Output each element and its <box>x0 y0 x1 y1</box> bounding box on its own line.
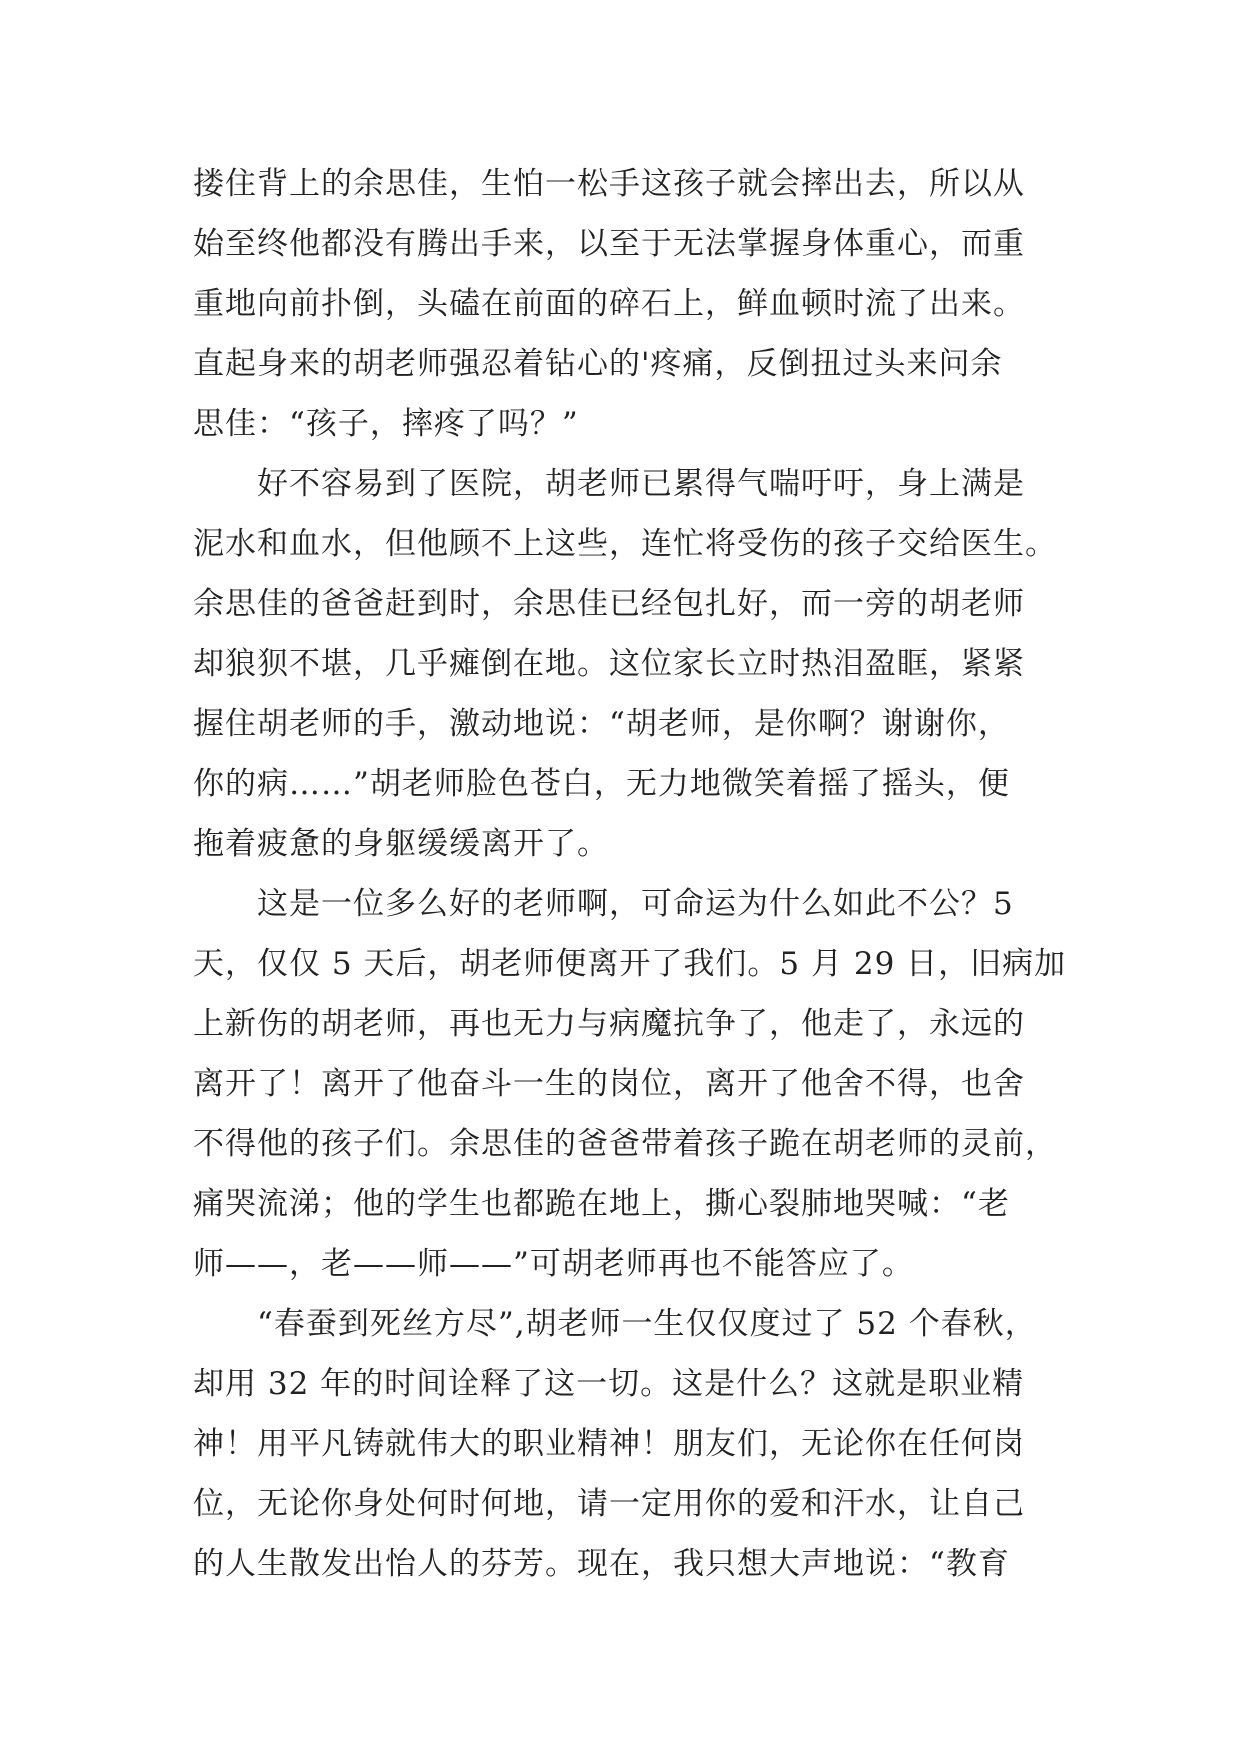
text-line: 始至终他都没有腾出手来，以至于无法掌握身体重心，而重 <box>193 226 1025 262</box>
text-line: “春蚕到死丝方尽”,胡老师一生仅仅度过了 52 个春秋， <box>193 1306 1037 1342</box>
text-line: 直起身来的胡老师强忍着钻心的'疼痛，反倒扭过头来问余 <box>193 346 1003 382</box>
text-line: 痛哭流涕；他的学生也都跪在地上，撕心裂肺地哭喊：“老 <box>193 1186 1010 1222</box>
text-line: 好不容易到了医院，胡老师已累得气喘吁吁，身上满是 <box>193 466 1025 502</box>
text-line: 却用 32 年的时间诠释了这一切。这是什么？这就是职业精 <box>193 1366 1025 1402</box>
text-line: 不得他的孩子们。余思佳的爸爸带着孩子跪在胡老师的灵前， <box>193 1126 1057 1162</box>
text-line: 泥水和血水，但他顾不上这些，连忙将受伤的孩子交给医生。 <box>193 526 1057 562</box>
text-line: 位，无论你身处何时何地，请一定用你的爱和汗水，让自己 <box>193 1486 1025 1522</box>
text-line: 天，仅仅 5 天后，胡老师便离开了我们。5 月 29 日，旧病加 <box>193 946 1067 982</box>
text-line: 重地向前扑倒，头磕在前面的碎石上，鲜血顿时流了出来。 <box>193 286 1025 322</box>
text-line: 这是一位多么好的老师啊，可命运为什么如此不公？5 <box>193 886 1014 922</box>
text-line: 神！用平凡铸就伟大的职业精神！朋友们，无论你在任何岗 <box>193 1426 1025 1462</box>
text-line: 的人生散发出怡人的芬芳。现在，我只想大声地说：“教育 <box>193 1546 1010 1582</box>
text-line: 余思佳的爸爸赶到时，余思佳已经包扎好，而一旁的胡老师 <box>193 586 1025 622</box>
text-line: 思佳：“孩子，摔疼了吗？” <box>193 406 579 442</box>
text-line: 拖着疲惫的身躯缓缓离开了。 <box>193 826 609 862</box>
body-text <box>193 154 1067 1594</box>
text-line: 却狼狈不堪，几乎瘫倒在地。这位家长立时热泪盈眶，紧紧 <box>193 646 1025 682</box>
text-line: 师——，老——师——”可胡老师再也不能答应了。 <box>193 1246 914 1282</box>
text-line: 搂住背上的余思佳，生怕一松手这孩子就会摔出去，所以从 <box>193 166 1025 202</box>
text-line: 你的病……”胡老师脸色苍白，无力地微笑着摇了摇头，便 <box>193 766 1010 802</box>
text-line: 握住胡老师的手，激动地说：“胡老师，是你啊？谢谢你， <box>193 706 1010 742</box>
text-line: 上新伤的胡老师，再也无力与病魔抗争了，他走了，永远的 <box>193 1006 1025 1042</box>
text-line: 离开了！离开了他奋斗一生的岗位，离开了他舍不得，也舍 <box>193 1066 1025 1102</box>
